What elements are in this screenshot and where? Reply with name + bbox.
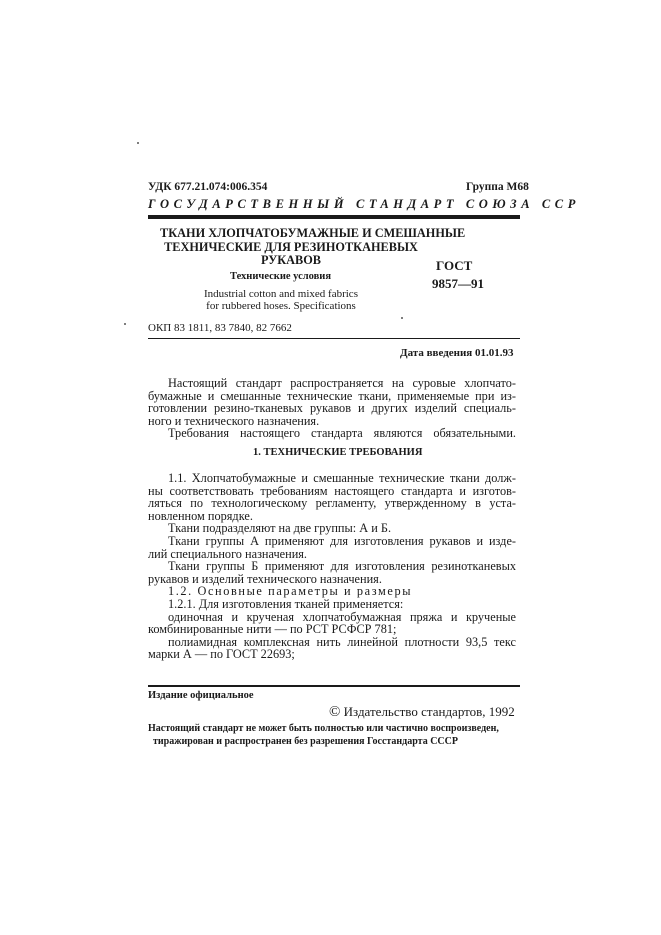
- title-line: ТКАНИ ХЛОПЧАТОБУМАЖНЫЕ И СМЕШАННЫЕ: [160, 226, 466, 240]
- okp-codes: ОКП 83 1811, 83 7840, 82 7662: [148, 322, 292, 334]
- copyright-symbol: ©: [329, 704, 341, 720]
- text-line: 1.2.1. Для изготовления тканей применяется:: [168, 596, 404, 611]
- title-line: РУКАВОВ: [261, 253, 321, 267]
- okp-rule: [148, 338, 520, 339]
- text-line: Настоящий стандарт распространяется на суровые хлопчато-: [168, 376, 516, 390]
- copyright-text: Издательство стандартов, 1992: [343, 704, 515, 719]
- reproduction-notice: [148, 722, 499, 748]
- text-line: новленном порядке.: [148, 508, 253, 523]
- text-line: Ткани группы Б применяют для изготовления резинотканевых: [168, 559, 516, 574]
- intro-paragraph: [148, 377, 516, 440]
- text-line: ляться по технологическому регламенту, утвержденному в уста-: [148, 496, 516, 511]
- scan-speck: [137, 142, 139, 144]
- section-heading: 1. ТЕХНИЧЕСКИЕ ТРЕБОВАНИЯ: [253, 447, 423, 458]
- text-line: полиамидная комплексная нить линейной плотности 93,5 текс: [168, 634, 516, 649]
- text-line: комбинированные нити — по РСТ РСФСР 781;: [148, 622, 397, 637]
- subsection-heading: 1.2. Основные параметры и размеры: [168, 584, 413, 599]
- copyright-notice: [329, 704, 515, 721]
- text-line: ного и технического назначения.: [148, 413, 320, 428]
- footer-rule: [148, 685, 520, 687]
- official-edition: Издание официальное: [148, 690, 254, 701]
- title-line: ТЕХНИЧЕСКИЕ ДЛЯ РЕЗИНОТКАНЕВЫХ: [164, 239, 418, 254]
- notice-line: тиражирован и распространен без разрешения Госстандарта СССР: [153, 736, 458, 747]
- section-body: [148, 472, 516, 661]
- english-title: [196, 289, 366, 312]
- header-rule: [148, 215, 520, 219]
- text-line: Требования настоящего стандарта являются обязательными.: [168, 426, 516, 441]
- text-line: Ткани группы А применяют для изготовления рукавов и изде-: [168, 533, 516, 548]
- gost-number: 9857—91: [432, 276, 484, 291]
- text-line: одиночная и крученая хлопчатобумажная пряжа и крученые: [168, 609, 516, 624]
- scan-speck: [401, 317, 403, 319]
- group-code: Группа М68: [466, 181, 529, 193]
- english-title-line: Industrial cotton and mixed fabrics: [204, 288, 358, 300]
- text-line: бумажные и смешанные технические ткани, применяемые при из-: [148, 388, 516, 403]
- gost-label: ГОСТ: [436, 258, 473, 273]
- text-line: лий специального назначения.: [148, 546, 308, 561]
- text-line: 1.1. Хлопчатобумажные и смешанные технические ткани долж-: [168, 471, 516, 485]
- document-subtitle: Технические условия: [230, 271, 332, 282]
- english-title-line: for rubbered hoses. Specifications: [206, 299, 356, 312]
- udk-code: УДК 677.21.074:006.354: [148, 181, 268, 193]
- standard-title: ГОСУДАРСТВЕННЫЙ СТАНДАРТ СОЮЗА ССР: [148, 197, 580, 211]
- notice-line: Настоящий стандарт не может быть полностью или частично воспроизведен,: [148, 723, 499, 734]
- text-line: рукавов и изделий технического назначения.: [148, 571, 382, 586]
- text-line: Ткани подразделяют на две группы: А и Б.: [168, 521, 392, 536]
- effective-date: Дата введения 01.01.93: [400, 347, 514, 359]
- scan-speck: [124, 323, 126, 325]
- text-line: марки А — по ГОСТ 22693;: [148, 647, 295, 662]
- text-line: ны соответствовать требованиям настоящего стандарта и изготов-: [148, 483, 516, 498]
- text-line: готовлении резино-тканевых рукавов и других изделий специаль-: [148, 401, 516, 416]
